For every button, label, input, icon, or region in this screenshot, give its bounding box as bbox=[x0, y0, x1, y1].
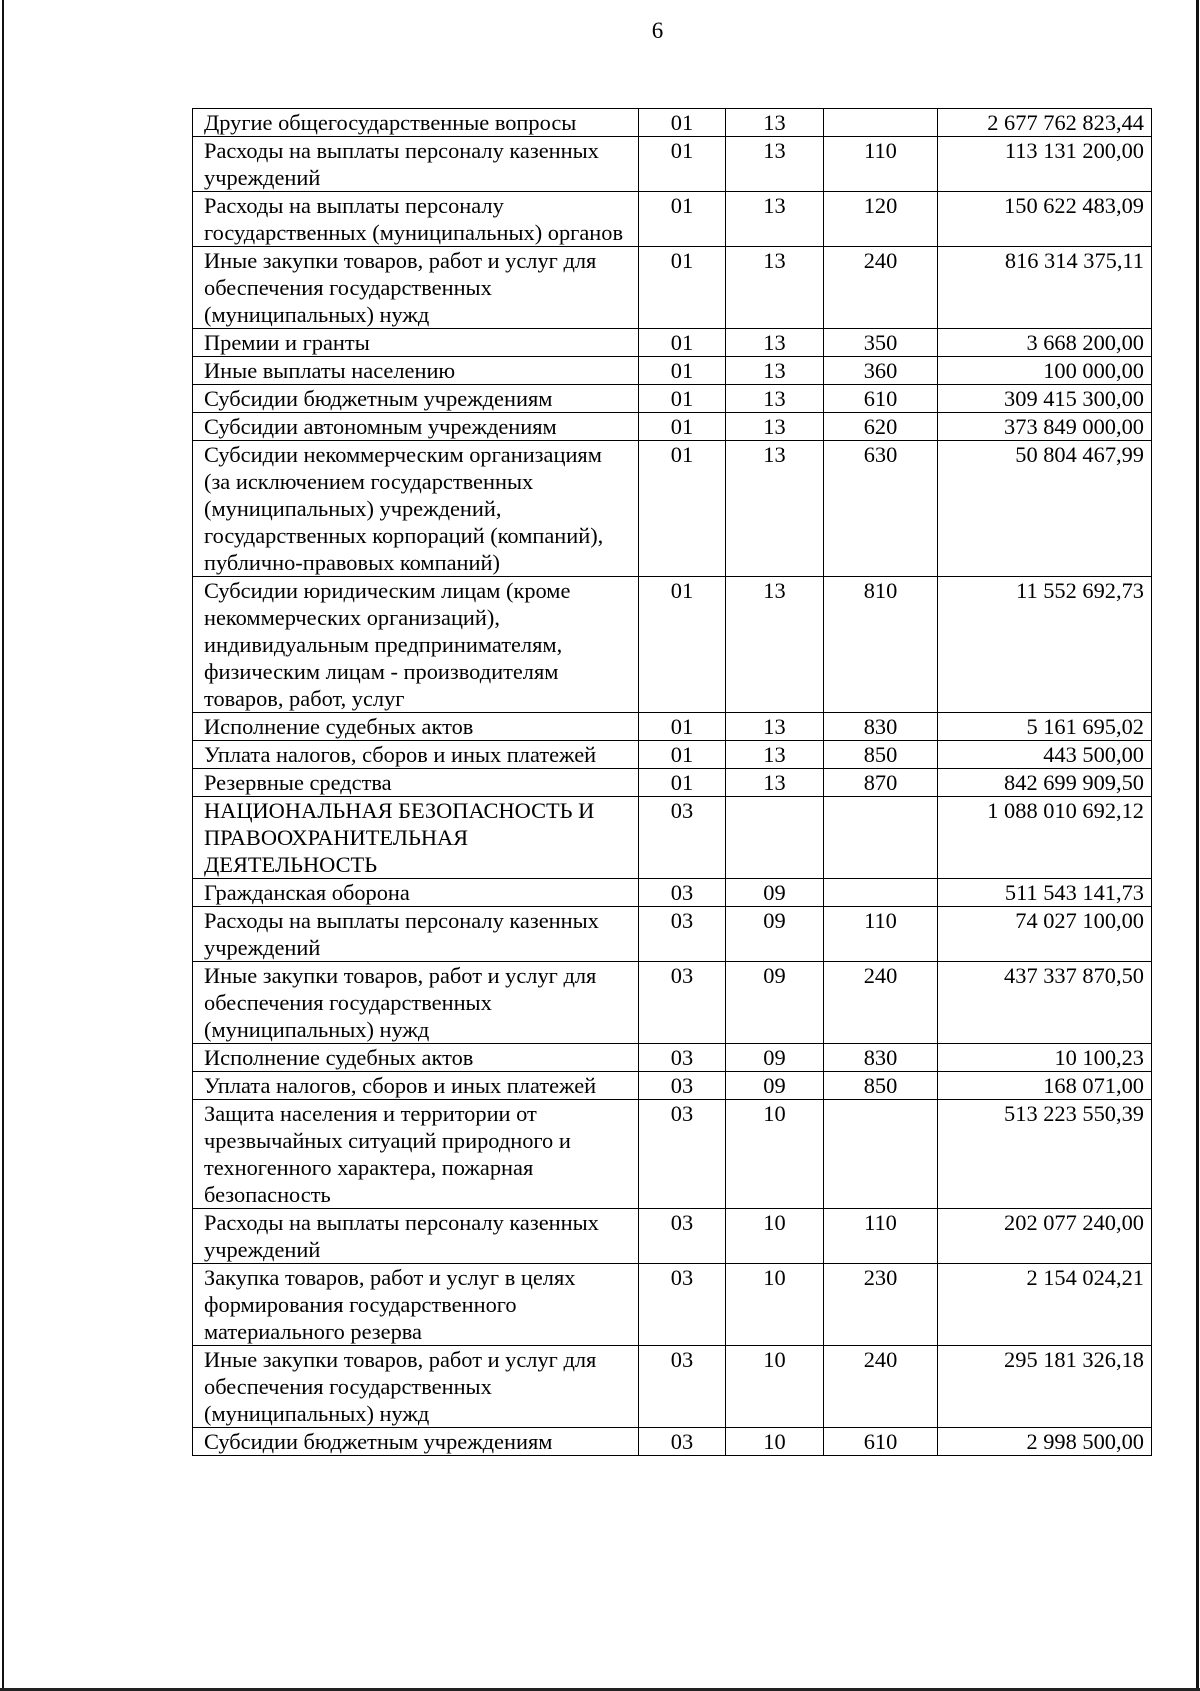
row-name: Защита населения и территории от чрезвычайных ситуаций природного и техногенного характера, пожарная безопасность bbox=[193, 1100, 639, 1209]
subsection-code: 13 bbox=[726, 109, 824, 137]
amount: 513 223 550,39 bbox=[938, 1100, 1152, 1209]
row-name: Субсидии автономным учреждениям bbox=[193, 413, 639, 441]
subsection-code: 13 bbox=[726, 713, 824, 741]
subsection-code: 13 bbox=[726, 247, 824, 329]
expense-type-code: 240 bbox=[824, 1346, 938, 1428]
expense-type-code: 350 bbox=[824, 329, 938, 357]
row-name: Субсидии бюджетным учреждениям bbox=[193, 1428, 639, 1456]
amount: 1 088 010 692,12 bbox=[938, 797, 1152, 879]
subsection-code: 09 bbox=[726, 962, 824, 1044]
subsection-code: 13 bbox=[726, 413, 824, 441]
row-name: Субсидии юридическим лицам (кроме некоммерческих организаций), индивидуальным предпринимателям, физическим лицам - производителям товаров, работ, услуг bbox=[193, 577, 639, 713]
table-row bbox=[193, 907, 1152, 962]
amount: 816 314 375,11 bbox=[938, 247, 1152, 329]
subsection-code: 10 bbox=[726, 1428, 824, 1456]
section-code: 01 bbox=[639, 247, 726, 329]
section-code: 03 bbox=[639, 797, 726, 879]
subsection-code: 13 bbox=[726, 137, 824, 192]
row-name: НАЦИОНАЛЬНАЯ БЕЗОПАСНОСТЬ И ПРАВООХРАНИТЕЛЬНАЯ ДЕЯТЕЛЬНОСТЬ bbox=[193, 797, 639, 879]
table-row bbox=[193, 741, 1152, 769]
amount: 842 699 909,50 bbox=[938, 769, 1152, 797]
expense-type-code: 610 bbox=[824, 1428, 938, 1456]
table-row bbox=[193, 357, 1152, 385]
table-row bbox=[193, 1044, 1152, 1072]
section-code: 01 bbox=[639, 741, 726, 769]
expense-type-code: 810 bbox=[824, 577, 938, 713]
row-name: Расходы на выплаты персоналу казенных учреждений bbox=[193, 1209, 639, 1264]
amount: 295 181 326,18 bbox=[938, 1346, 1152, 1428]
section-code: 01 bbox=[639, 413, 726, 441]
scan-left-border bbox=[2, 0, 4, 1691]
subsection-code: 10 bbox=[726, 1346, 824, 1428]
subsection-code: 13 bbox=[726, 329, 824, 357]
subsection-code bbox=[726, 797, 824, 879]
subsection-code: 13 bbox=[726, 741, 824, 769]
section-code: 03 bbox=[639, 1044, 726, 1072]
section-code: 03 bbox=[639, 1072, 726, 1100]
section-code: 01 bbox=[639, 137, 726, 192]
expense-type-code: 230 bbox=[824, 1264, 938, 1346]
table-row bbox=[193, 1209, 1152, 1264]
table-row bbox=[193, 1072, 1152, 1100]
row-name: Субсидии бюджетным учреждениям bbox=[193, 385, 639, 413]
amount: 3 668 200,00 bbox=[938, 329, 1152, 357]
expense-type-code: 110 bbox=[824, 137, 938, 192]
amount: 150 622 483,09 bbox=[938, 192, 1152, 247]
section-code: 03 bbox=[639, 879, 726, 907]
row-name: Уплата налогов, сборов и иных платежей bbox=[193, 1072, 639, 1100]
table-row bbox=[193, 577, 1152, 713]
amount: 11 552 692,73 bbox=[938, 577, 1152, 713]
expense-type-code: 360 bbox=[824, 357, 938, 385]
section-code: 01 bbox=[639, 357, 726, 385]
expense-type-code: 830 bbox=[824, 713, 938, 741]
amount: 10 100,23 bbox=[938, 1044, 1152, 1072]
subsection-code: 09 bbox=[726, 879, 824, 907]
section-code: 01 bbox=[639, 441, 726, 577]
budget-table-body bbox=[193, 109, 1152, 1456]
subsection-code: 13 bbox=[726, 357, 824, 385]
table-row bbox=[193, 1346, 1152, 1428]
expense-type-code: 870 bbox=[824, 769, 938, 797]
amount: 50 804 467,99 bbox=[938, 441, 1152, 577]
row-name: Уплата налогов, сборов и иных платежей bbox=[193, 741, 639, 769]
amount: 168 071,00 bbox=[938, 1072, 1152, 1100]
table-row bbox=[193, 413, 1152, 441]
amount: 437 337 870,50 bbox=[938, 962, 1152, 1044]
amount: 5 161 695,02 bbox=[938, 713, 1152, 741]
row-name: Иные закупки товаров, работ и услуг для обеспечения государственных (муниципальных) нужд bbox=[193, 247, 639, 329]
subsection-code: 13 bbox=[726, 577, 824, 713]
subsection-code: 10 bbox=[726, 1264, 824, 1346]
row-name: Иные выплаты населению bbox=[193, 357, 639, 385]
table-row bbox=[193, 192, 1152, 247]
table-row bbox=[193, 109, 1152, 137]
section-code: 01 bbox=[639, 329, 726, 357]
expense-type-code: 240 bbox=[824, 962, 938, 1044]
expense-type-code bbox=[824, 1100, 938, 1209]
amount: 511 543 141,73 bbox=[938, 879, 1152, 907]
expense-type-code: 120 bbox=[824, 192, 938, 247]
row-name: Расходы на выплаты персоналу казенных учреждений bbox=[193, 137, 639, 192]
subsection-code: 13 bbox=[726, 385, 824, 413]
table-row bbox=[193, 137, 1152, 192]
row-name: Закупка товаров, работ и услуг в целях формирования государственного материального резерва bbox=[193, 1264, 639, 1346]
subsection-code: 09 bbox=[726, 907, 824, 962]
amount: 443 500,00 bbox=[938, 741, 1152, 769]
section-code: 01 bbox=[639, 577, 726, 713]
table-row bbox=[193, 1264, 1152, 1346]
section-code: 01 bbox=[639, 192, 726, 247]
row-name: Иные закупки товаров, работ и услуг для обеспечения государственных (муниципальных) нужд bbox=[193, 1346, 639, 1428]
expense-type-code bbox=[824, 797, 938, 879]
row-name: Иные закупки товаров, работ и услуг для обеспечения государственных (муниципальных) нужд bbox=[193, 962, 639, 1044]
amount: 2 677 762 823,44 bbox=[938, 109, 1152, 137]
row-name: Расходы на выплаты персоналу казенных учреждений bbox=[193, 907, 639, 962]
table-row bbox=[193, 879, 1152, 907]
amount: 113 131 200,00 bbox=[938, 137, 1152, 192]
table-row bbox=[193, 385, 1152, 413]
row-name: Резервные средства bbox=[193, 769, 639, 797]
table-row bbox=[193, 329, 1152, 357]
table-row bbox=[193, 769, 1152, 797]
amount: 202 077 240,00 bbox=[938, 1209, 1152, 1264]
expense-type-code bbox=[824, 879, 938, 907]
subsection-code: 13 bbox=[726, 769, 824, 797]
section-code: 01 bbox=[639, 713, 726, 741]
amount: 2 998 500,00 bbox=[938, 1428, 1152, 1456]
subsection-code: 10 bbox=[726, 1100, 824, 1209]
expense-type-code: 850 bbox=[824, 741, 938, 769]
expense-type-code: 110 bbox=[824, 907, 938, 962]
amount: 100 000,00 bbox=[938, 357, 1152, 385]
expense-type-code bbox=[824, 109, 938, 137]
row-name: Исполнение судебных актов bbox=[193, 713, 639, 741]
table-row bbox=[193, 1100, 1152, 1209]
amount: 373 849 000,00 bbox=[938, 413, 1152, 441]
expense-type-code: 850 bbox=[824, 1072, 938, 1100]
expense-type-code: 610 bbox=[824, 385, 938, 413]
section-code: 01 bbox=[639, 385, 726, 413]
section-code: 03 bbox=[639, 907, 726, 962]
table-row bbox=[193, 713, 1152, 741]
row-name: Премии и гранты bbox=[193, 329, 639, 357]
amount: 309 415 300,00 bbox=[938, 385, 1152, 413]
expense-type-code: 830 bbox=[824, 1044, 938, 1072]
row-name: Другие общегосударственные вопросы bbox=[193, 109, 639, 137]
amount: 74 027 100,00 bbox=[938, 907, 1152, 962]
table-row bbox=[193, 441, 1152, 577]
section-code: 03 bbox=[639, 1209, 726, 1264]
page-number: 6 bbox=[651, 18, 664, 43]
section-code: 01 bbox=[639, 769, 726, 797]
subsection-code: 10 bbox=[726, 1209, 824, 1264]
row-name: Субсидии некоммерческим организациям (за исключением государственных (муниципальных) учреждений, государственных корпораций (компаний), публично-правовых компаний) bbox=[193, 441, 639, 577]
section-code: 03 bbox=[639, 1428, 726, 1456]
subsection-code: 13 bbox=[726, 192, 824, 247]
subsection-code: 09 bbox=[726, 1044, 824, 1072]
table-row bbox=[193, 962, 1152, 1044]
scan-right-border bbox=[1196, 0, 1199, 1691]
section-code: 03 bbox=[639, 1100, 726, 1209]
table-row bbox=[193, 797, 1152, 879]
section-code: 03 bbox=[639, 1264, 726, 1346]
section-code: 03 bbox=[639, 962, 726, 1044]
row-name: Гражданская оборона bbox=[193, 879, 639, 907]
section-code: 03 bbox=[639, 1346, 726, 1428]
table-row bbox=[193, 1428, 1152, 1456]
subsection-code: 13 bbox=[726, 441, 824, 577]
budget-table bbox=[192, 108, 1152, 1456]
row-name: Исполнение судебных актов bbox=[193, 1044, 639, 1072]
amount: 2 154 024,21 bbox=[938, 1264, 1152, 1346]
expense-type-code: 620 bbox=[824, 413, 938, 441]
expense-type-code: 240 bbox=[824, 247, 938, 329]
row-name: Расходы на выплаты персоналу государственных (муниципальных) органов bbox=[193, 192, 639, 247]
table-row bbox=[193, 247, 1152, 329]
expense-type-code: 110 bbox=[824, 1209, 938, 1264]
subsection-code: 09 bbox=[726, 1072, 824, 1100]
expense-type-code: 630 bbox=[824, 441, 938, 577]
section-code: 01 bbox=[639, 109, 726, 137]
